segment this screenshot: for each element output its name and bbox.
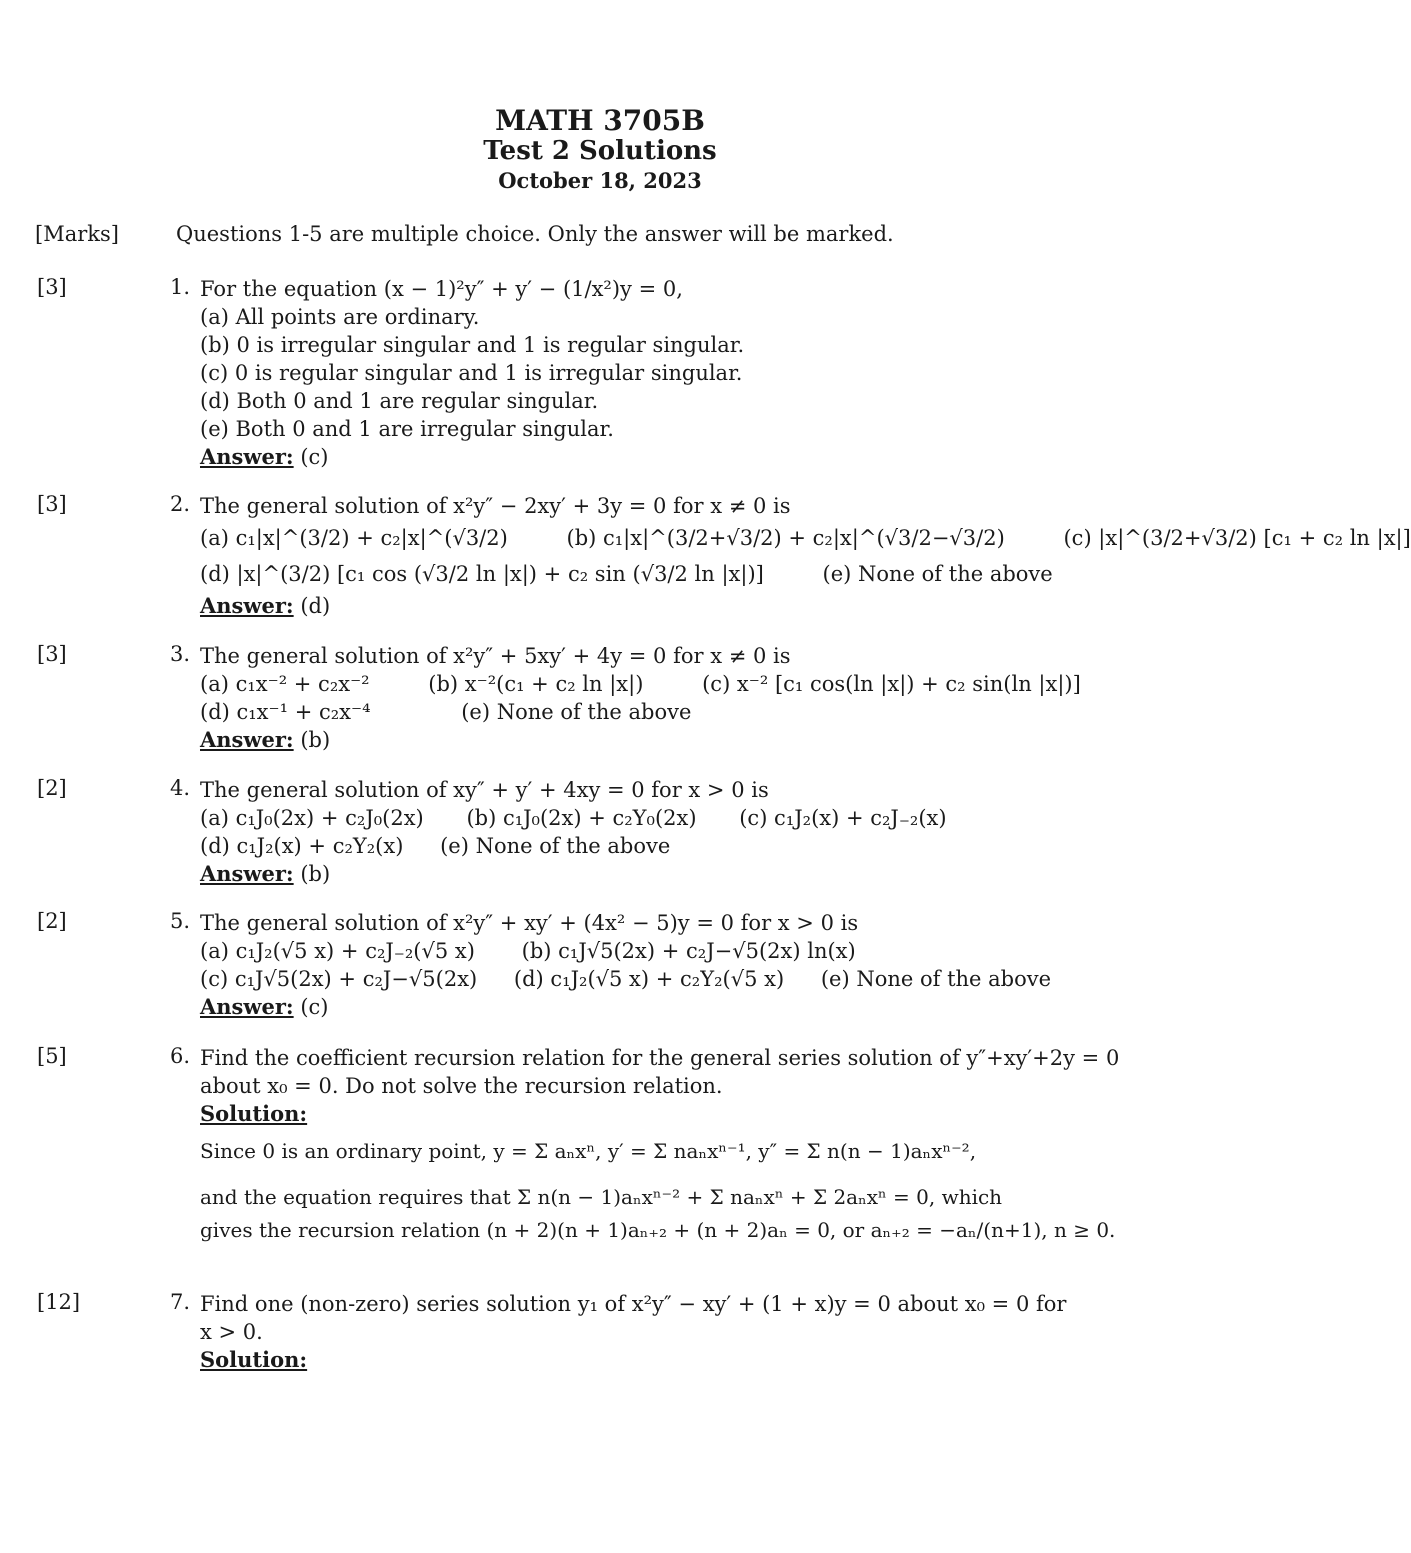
- question-stem-line-1: Find one (non-zero) series solution y₁ of x²y″ − xy′ + (1 + x)y = 0 about x₀ = 0 for: [200, 1292, 1067, 1316]
- question-stem: The general solution of x²y″ + 5xy′ + 4y = 0 for x ≠ 0 is: [200, 644, 791, 668]
- option-b: (b) c₁|x|^(3/2+√3/2) + c₂|x|^(√3/2−√3/2): [566, 526, 1005, 550]
- option-b: (b) c₁J₀(2x) + c₂Y₀(2x): [466, 806, 697, 830]
- test-date: October 18, 2023: [498, 168, 702, 193]
- solution-label: Solution:: [200, 1101, 308, 1126]
- answer-line: [200, 592, 1060, 620]
- answer-value: (d): [300, 594, 331, 618]
- option-a: (a) c₁|x|^(3/2) + c₂|x|^(√3/2): [200, 526, 508, 550]
- question-number: 4.: [170, 776, 191, 800]
- answer-label: Answer:: [200, 593, 294, 618]
- option-d: (d) Both 0 and 1 are regular singular.: [200, 389, 599, 413]
- option-d: (d) c₁J₂(√5 x) + c₂Y₂(√5 x): [513, 967, 785, 991]
- answer-line: [200, 993, 1060, 1021]
- question-number: 6.: [170, 1044, 191, 1068]
- option-b: (b) x⁻²(c₁ + c₂ ln |x|): [428, 672, 644, 696]
- option-b: (b) 0 is irregular singular and 1 is regular singular.: [200, 333, 745, 357]
- question-stem-line-2: x > 0.: [200, 1320, 263, 1344]
- option-a: (a) c₁x⁻² + c₂x⁻²: [200, 672, 370, 696]
- marks-heading: [Marks]: [35, 222, 119, 246]
- answer-label: Answer:: [200, 444, 294, 469]
- question-stem: For the equation (x − 1)²y″ + y′ − (1/x²)y = 0,: [200, 277, 683, 301]
- answer-value: (b): [300, 728, 331, 752]
- question-stem-line-1: Find the coefficient recursion relation for the general series solution of y″+xy′+2y = 0: [200, 1046, 1120, 1070]
- question-number: 3.: [170, 642, 191, 666]
- question-marks: [2]: [37, 776, 67, 800]
- question-stem: The general solution of xy″ + y′ + 4xy = 0 for x > 0 is: [200, 778, 769, 802]
- answer-label: Answer:: [200, 727, 294, 752]
- option-d: (d) |x|^(3/2) [c₁ cos (√3/2 ln |x|) + c₂ sin (√3/2 ln |x|)]: [200, 562, 764, 586]
- document-header: [0, 106, 1200, 196]
- option-b: (b) c₁J√5(2x) + c₂J−√5(2x) ln(x): [521, 939, 856, 963]
- option-d: (d) c₁J₂(x) + c₂Y₂(x): [200, 834, 404, 858]
- course-title: MATH 3705B: [495, 104, 705, 137]
- option-a: (a) c₁J₂(√5 x) + c₂J₋₂(√5 x): [200, 939, 475, 963]
- option-e: (e) None of the above: [440, 834, 671, 858]
- question-marks: [12]: [37, 1290, 81, 1314]
- question-stem: The general solution of x²y″ − 2xy′ + 3y = 0 for x ≠ 0 is: [200, 494, 791, 518]
- question-number: 1.: [170, 275, 191, 299]
- option-c: (c) c₁J√5(2x) + c₂J−√5(2x): [200, 967, 478, 991]
- question-stem-line-2: about x₀ = 0. Do not solve the recursion relation.: [200, 1074, 723, 1098]
- answer-value: (c): [300, 995, 329, 1019]
- solution-label: Solution:: [200, 1347, 308, 1372]
- question-stem: The general solution of x²y″ + xy′ + (4x² − 5)y = 0 for x > 0 is: [200, 911, 859, 935]
- option-a: (a) All points are ordinary.: [200, 305, 480, 329]
- answer-line: [200, 443, 1060, 471]
- option-e: (e) None of the above: [461, 700, 692, 724]
- solution-line-2: and the equation requires that Σ n(n − 1)aₙxⁿ⁻² + Σ naₙxⁿ + Σ 2aₙxⁿ = 0, which: [200, 1185, 1003, 1209]
- test-title: Test 2 Solutions: [483, 136, 717, 166]
- answer-line: [200, 726, 1060, 754]
- question-marks: [5]: [37, 1044, 67, 1068]
- answer-value: (c): [300, 445, 329, 469]
- option-c: (c) c₁J₂(x) + c₂J₋₂(x): [739, 806, 947, 830]
- question-marks: [3]: [37, 492, 67, 516]
- option-d: (d) c₁x⁻¹ + c₂x⁻⁴: [200, 700, 371, 724]
- option-e: (e) None of the above: [822, 562, 1053, 586]
- answer-label: Answer:: [200, 994, 294, 1019]
- option-c: (c) x⁻² [c₁ cos(ln |x|) + c₂ sin(ln |x|)]: [702, 672, 1081, 696]
- answer-value: (b): [300, 862, 331, 886]
- question-number: 2.: [170, 492, 191, 516]
- question-marks: [3]: [37, 275, 67, 299]
- answer-line: [200, 860, 1060, 888]
- option-c: (c) |x|^(3/2+√3/2) [c₁ + c₂ ln |x|]: [1063, 526, 1411, 550]
- question-marks: [2]: [37, 909, 67, 933]
- solution-line-1: Since 0 is an ordinary point, y = Σ aₙxⁿ, y′ = Σ naₙxⁿ⁻¹, y″ = Σ n(n − 1)aₙxⁿ⁻²,: [200, 1139, 977, 1163]
- question-number: 5.: [170, 909, 191, 933]
- option-c: (c) 0 is regular singular and 1 is irregular singular.: [200, 361, 743, 385]
- option-e: (e) None of the above: [820, 967, 1052, 991]
- option-a: (a) c₁J₀(2x) + c₂J₀(2x): [200, 806, 424, 830]
- question-marks: [3]: [37, 642, 67, 666]
- instructions: Questions 1-5 are multiple choice. Only the answer will be marked.: [176, 222, 894, 246]
- question-number: 7.: [170, 1290, 191, 1314]
- option-e: (e) Both 0 and 1 are irregular singular.: [200, 417, 614, 441]
- solution-line-3: gives the recursion relation (n + 2)(n + 1)aₙ₊₂ + (n + 2)aₙ = 0, or aₙ₊₂ = −aₙ/(n+1), n ≥ 0.: [200, 1218, 1116, 1242]
- answer-label: Answer:: [200, 861, 294, 886]
